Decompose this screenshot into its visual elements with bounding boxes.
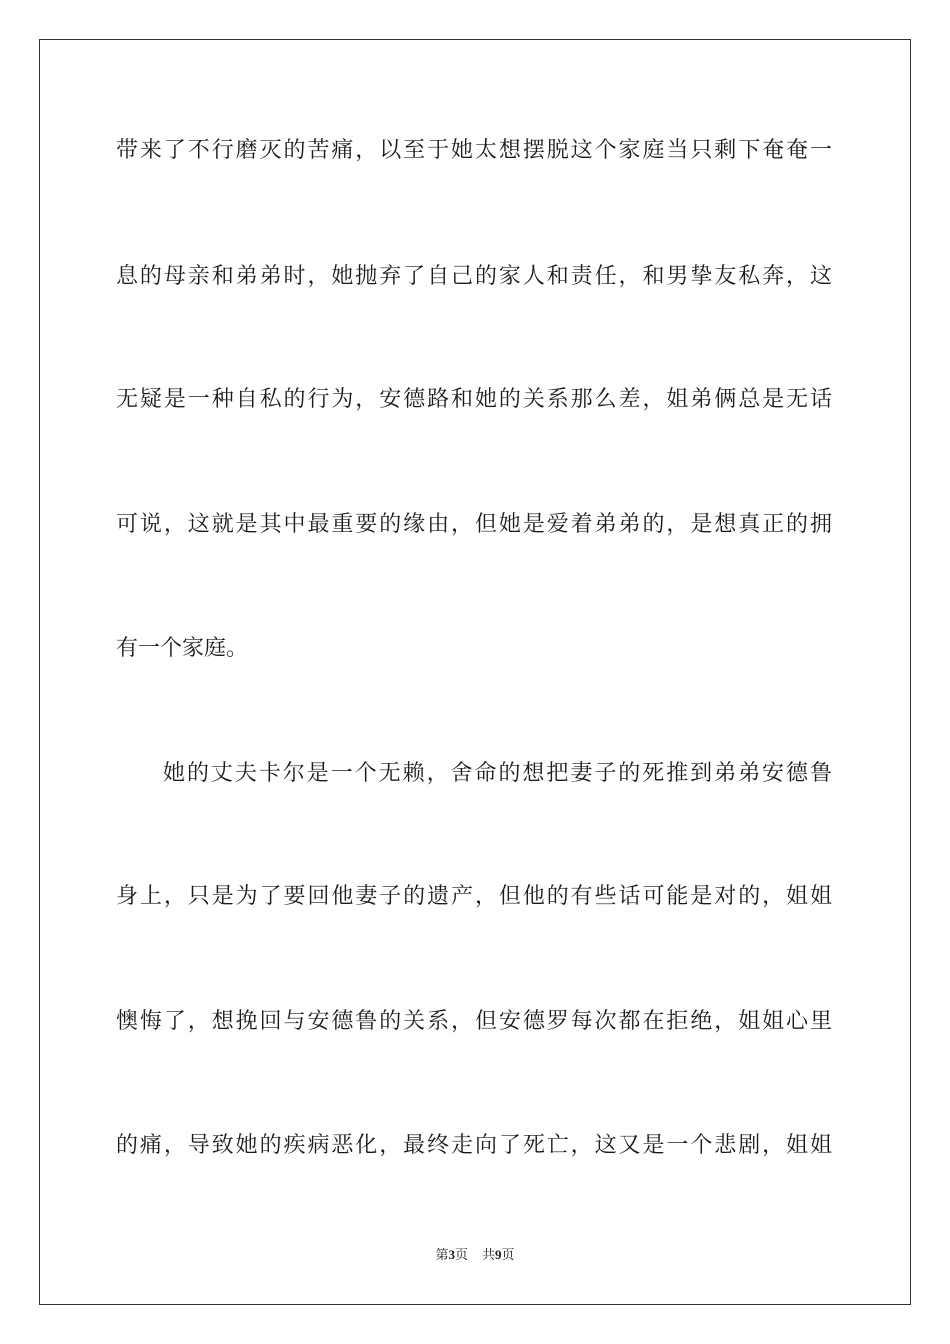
text-line: 带来了不行磨灭的苦痛，以至于她太想摆脱这个家庭当只剩下奄奄一: [116, 138, 832, 163]
page-prefix: 第: [435, 1248, 449, 1263]
text-line: 可说，这就是其中最重要的缘由，但她是爱着弟弟的，是想真正的拥: [116, 512, 832, 537]
page-border: [39, 39, 911, 1305]
total-prefix: 共: [482, 1248, 496, 1263]
text-line: 无疑是一种自私的行为，安德路和她的关系那么差，姐弟俩总是无话: [116, 387, 832, 412]
page-suffix: 页: [454, 1248, 468, 1263]
text-line: 有一个家庭。: [116, 636, 249, 661]
page-footer: [0, 1246, 950, 1265]
total-suffix: 页: [501, 1248, 515, 1263]
text-line: 懊悔了，想挽回与安德鲁的关系，但安德罗每次都在拒绝，姐姐心里: [116, 1009, 832, 1034]
text-line: 息的母亲和弟弟时，她抛弃了自己的家人和责任，和男挚友私奔，这: [116, 264, 832, 289]
text-line: 的痛，导致她的疾病恶化，最终走向了死亡，这又是一个悲剧，姐姐: [116, 1133, 832, 1158]
page-number: 3: [448, 1247, 455, 1262]
paragraph-first-line: 她的丈夫卡尔是一个无赖，舍命的想把妻子的死推到弟弟安德鲁: [163, 761, 832, 786]
text-line: 身上，只是为了要回他妻子的遗产，但他的有些话可能是对的，姐姐: [116, 884, 832, 909]
total-pages: 9: [495, 1247, 502, 1262]
